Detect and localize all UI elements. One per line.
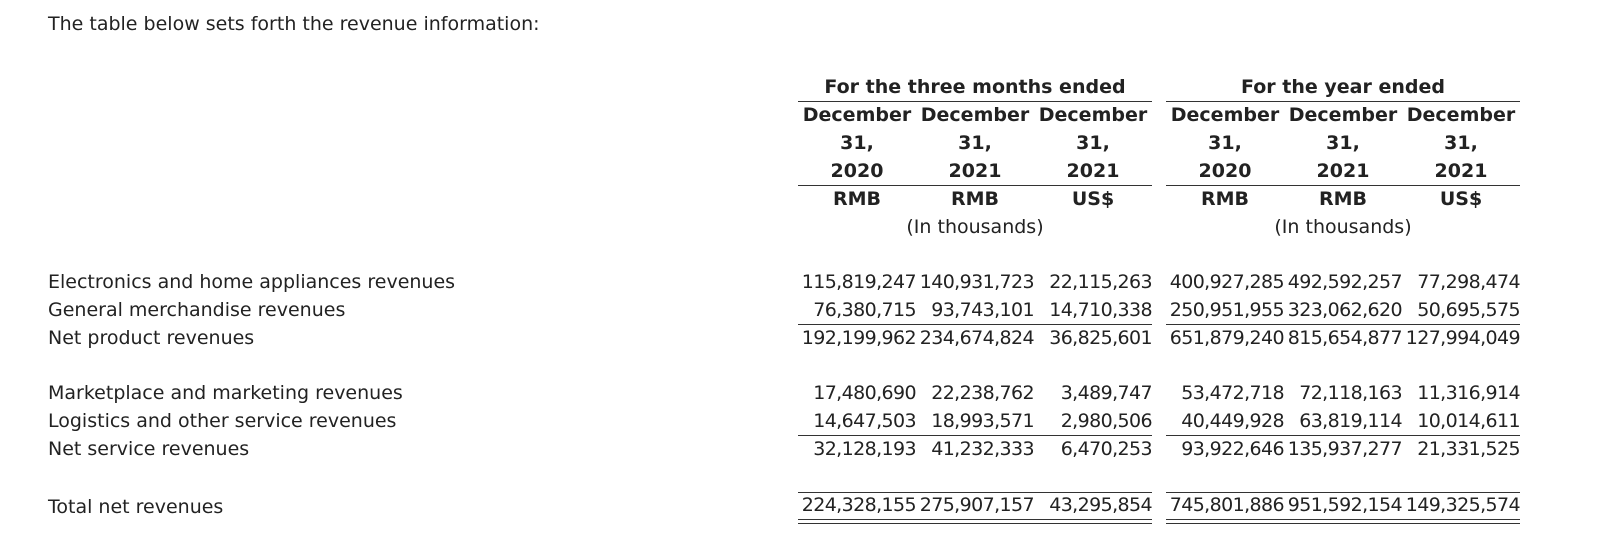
table-cell: 140,931,723 [919, 271, 1034, 293]
table-cell: 135,937,277 [1287, 438, 1402, 460]
table-cell: 18,993,571 [931, 410, 1034, 432]
table-cell: 149,325,574 [1405, 494, 1520, 516]
total-top-rule-year [1166, 492, 1520, 493]
table-cell: 76,380,715 [813, 299, 916, 321]
table-cell: 93,743,101 [931, 299, 1034, 321]
table-cell: 11,316,914 [1417, 382, 1520, 404]
row-label: Net product revenues [48, 327, 255, 349]
subtotal-rule-service-quarter [798, 435, 1152, 436]
table-cell: 651,879,240 [1169, 327, 1284, 349]
table-cell: 72,118,163 [1299, 382, 1402, 404]
col1-line1: December [802, 104, 912, 126]
table-cell: 234,674,824 [919, 327, 1034, 349]
table-cell: 192,199,962 [801, 327, 916, 349]
group-title-three-months: For the three months ended [824, 76, 1126, 98]
table-cell: 115,819,247 [801, 271, 916, 293]
table-cell: 77,298,474 [1417, 271, 1520, 293]
units-note-year: (In thousands) [1274, 216, 1412, 238]
col1-currency: RMB [832, 188, 882, 210]
col2-currency: RMB [950, 188, 1000, 210]
table-cell: 63,819,114 [1299, 410, 1402, 432]
col5-line3: 2021 [1316, 160, 1370, 182]
table-cell: 275,907,157 [919, 494, 1034, 516]
table-cell: 6,470,253 [1060, 438, 1152, 460]
row-label: Electronics and home appliances revenues [48, 271, 456, 293]
total-double-rule-year-2 [1166, 523, 1520, 524]
table-cell: 43,295,854 [1049, 494, 1152, 516]
table-cell: 224,328,155 [801, 494, 916, 516]
col4-line1: December [1170, 104, 1280, 126]
total-top-rule-quarter [798, 492, 1152, 493]
total-double-rule-year-1 [1166, 519, 1520, 520]
col2-line2: 31, [958, 132, 992, 154]
row-label: Marketplace and marketing revenues [48, 382, 403, 404]
table-cell: 17,480,690 [813, 382, 916, 404]
table-cell: 93,922,646 [1181, 438, 1284, 460]
table-cell: 745,801,886 [1169, 494, 1284, 516]
table-cell: 22,238,762 [931, 382, 1034, 404]
table-cell: 14,647,503 [813, 410, 916, 432]
total-double-rule-quarter-2 [798, 523, 1152, 524]
col6-currency: US$ [1439, 188, 1483, 210]
col4-currency: RMB [1200, 188, 1250, 210]
table-cell: 951,592,154 [1287, 494, 1402, 516]
row-label: Logistics and other service revenues [48, 410, 397, 432]
rule-under-quarter-title [798, 101, 1152, 102]
rule-under-year-title [1166, 101, 1520, 102]
units-note-quarter: (In thousands) [906, 216, 1044, 238]
table-cell: 400,927,285 [1169, 271, 1284, 293]
col3-line3: 2021 [1066, 160, 1120, 182]
group-title-year: For the year ended [1241, 76, 1445, 98]
col6-line1: December [1406, 104, 1516, 126]
table-cell: 14,710,338 [1049, 299, 1152, 321]
intro-text: The table below sets forth the revenue information: [48, 13, 540, 35]
table-cell: 250,951,955 [1169, 299, 1284, 321]
subtotal-rule-product-year [1166, 324, 1520, 325]
table-cell: 127,994,049 [1405, 327, 1520, 349]
table-cell: 36,825,601 [1049, 327, 1152, 349]
table-cell: 40,449,928 [1181, 410, 1284, 432]
table-cell: 3,489,747 [1060, 382, 1152, 404]
col1-line2: 31, [840, 132, 874, 154]
col4-line3: 2020 [1198, 160, 1252, 182]
col4-line2: 31, [1208, 132, 1242, 154]
subtotal-rule-product-quarter [798, 324, 1152, 325]
col6-line3: 2021 [1434, 160, 1488, 182]
total-double-rule-quarter-1 [798, 519, 1152, 520]
row-label: General merchandise revenues [48, 299, 346, 321]
table-cell: 492,592,257 [1287, 271, 1402, 293]
col5-line2: 31, [1326, 132, 1360, 154]
table-cell: 10,014,611 [1417, 410, 1520, 432]
table-cell: 323,062,620 [1287, 299, 1402, 321]
table-cell: 41,232,333 [931, 438, 1034, 460]
rule-above-currency-quarter [798, 185, 1152, 186]
row-label: Net service revenues [48, 438, 250, 460]
table-cell: 2,980,506 [1060, 410, 1152, 432]
col2-line1: December [920, 104, 1030, 126]
col5-currency: RMB [1318, 188, 1368, 210]
table-cell: 22,115,263 [1049, 271, 1152, 293]
table-cell: 21,331,525 [1417, 438, 1520, 460]
table-cell: 53,472,718 [1181, 382, 1284, 404]
col2-line3: 2021 [948, 160, 1002, 182]
table-cell: 815,654,877 [1287, 327, 1402, 349]
table-cell: 32,128,193 [813, 438, 916, 460]
col6-line2: 31, [1444, 132, 1478, 154]
table-cell: 50,695,575 [1417, 299, 1520, 321]
rule-above-currency-year [1166, 185, 1520, 186]
subtotal-rule-service-year [1166, 435, 1520, 436]
col3-line2: 31, [1076, 132, 1110, 154]
col5-line1: December [1288, 104, 1398, 126]
col1-line3: 2020 [830, 160, 884, 182]
row-label: Total net revenues [48, 496, 224, 518]
col3-currency: US$ [1071, 188, 1115, 210]
col3-line1: December [1038, 104, 1148, 126]
